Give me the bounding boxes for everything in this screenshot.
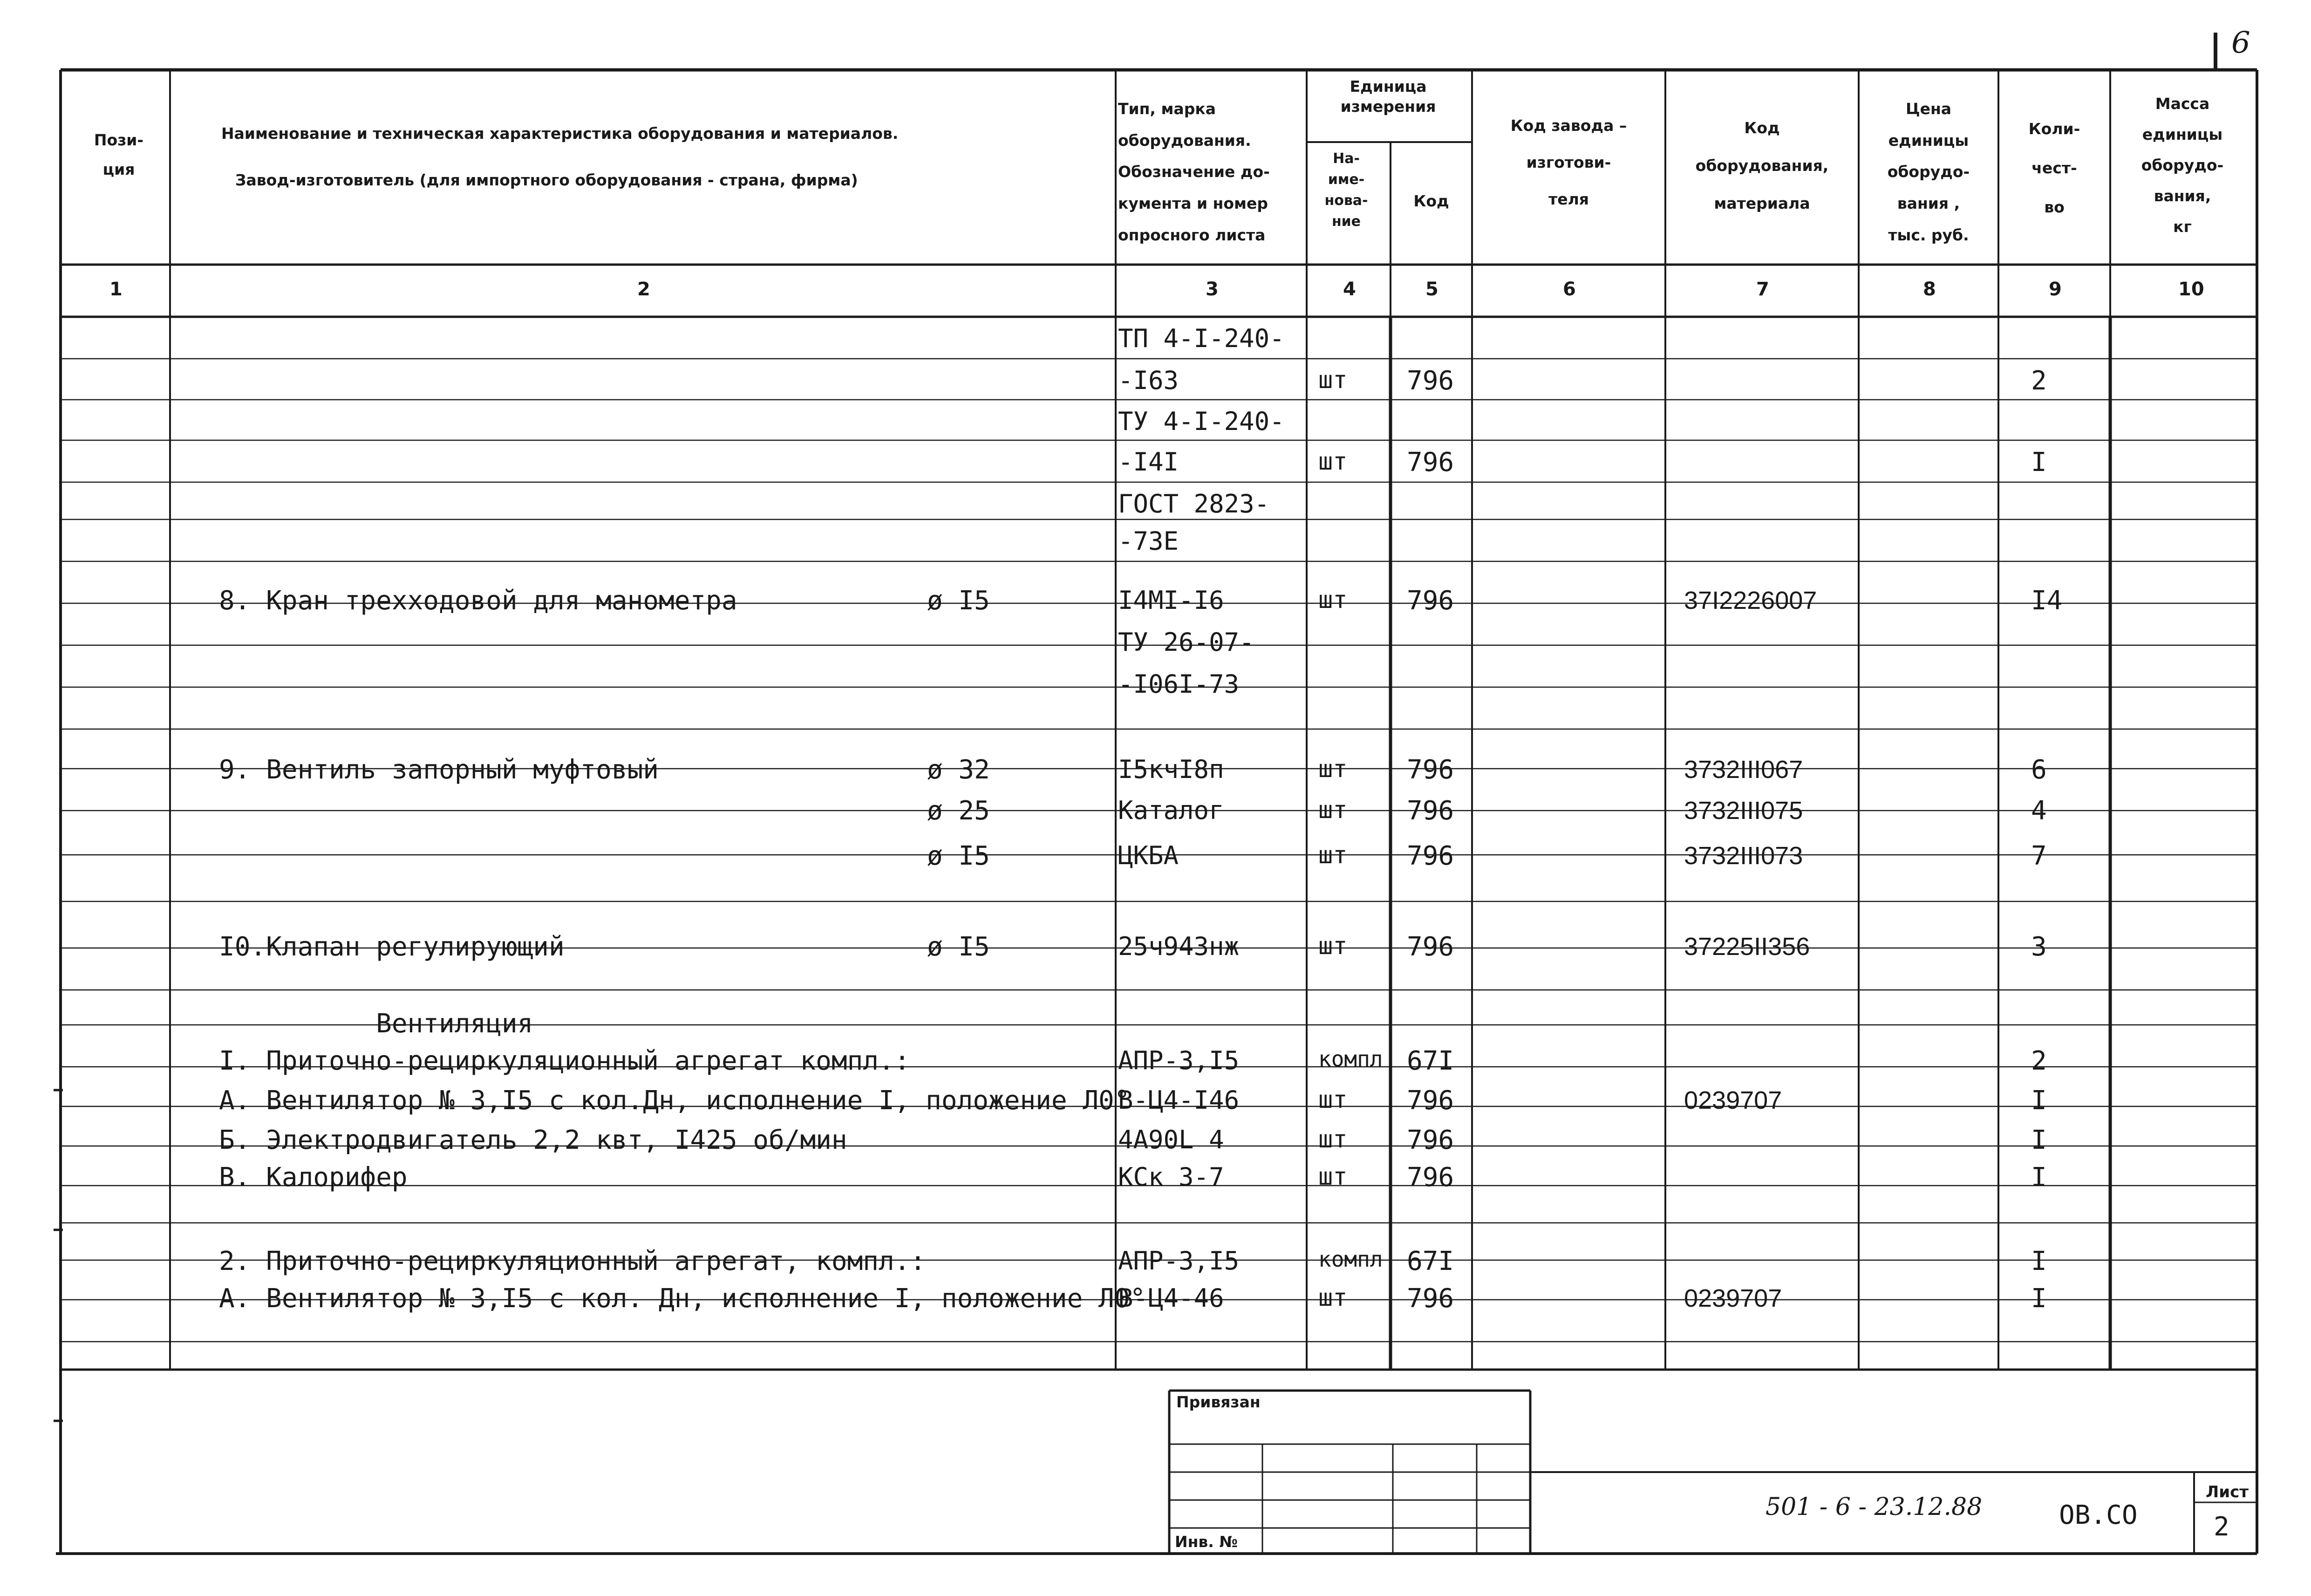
row-unit-code: 796 [1407,586,1454,616]
row-equipment-code: 37225II356 [1684,933,1810,961]
header-unit: Единица измерения [1340,77,1436,116]
header-unit-code: Код [1413,192,1449,210]
row-name: 8. Кран трехходовой для манометра [219,586,737,616]
row-unit-code: 67I [1407,1046,1454,1076]
row-unit-code: 796 [1407,1125,1454,1155]
row-quantity: I4 [2031,586,2063,616]
row-unit: шт [1318,1284,1348,1312]
stamp-doc-number: 501 - 6 - 23.12.88 [1766,1493,1983,1521]
row-name: А. Вентилятор № 3,I5 с кол.Дн, исполнение I, положение Л0° [219,1085,1130,1116]
row-type: КСк 3-7 [1118,1162,1224,1192]
header-equipment-code: Код оборудования, материала [1695,119,1829,212]
column-number-5: 5 [1425,279,1438,300]
row-name: I0.Клапан регулирующий [219,932,565,962]
row-type: -I63 [1118,366,1179,395]
row-quantity: 2 [2031,1046,2047,1076]
row-unit: шт [1318,932,1348,960]
row-type: В-Ц4-I46 [1118,1085,1240,1115]
row-type: В-Ц4-46 [1118,1283,1224,1313]
row-size: ø 32 [927,755,990,785]
row-unit-code: 796 [1407,366,1454,396]
header-name: Наименование и техническая характеристика оборудования и материалов. [221,124,899,143]
header-unit-name: На- име- нова- ние [1324,150,1368,230]
row-unit-code: 796 [1407,447,1454,477]
row-name: А. Вентилятор № 3,I5 с кол. Дн, исполнение I, положение Л0° [219,1283,1146,1314]
row-equipment-code: 3732III067 [1684,756,1803,784]
row-type: 25ч943нж [1118,932,1240,961]
row-quantity: 4 [2031,796,2047,826]
row-unit: шт [1318,366,1348,394]
row-unit-code: 796 [1407,796,1454,826]
column-number-3: 3 [1206,279,1219,300]
row-unit-code: 796 [1407,1162,1454,1193]
row-unit-code: 796 [1407,755,1454,785]
header-manufacturer-code: Код завода – изготови- теля [1510,116,1627,209]
row-quantity: 6 [2031,755,2047,785]
column-number-1: 1 [109,279,123,300]
row-equipment-code: 0239707 [1684,1284,1782,1312]
row-size: ø I5 [927,586,990,616]
row-unit: шт [1318,1125,1348,1153]
row-size: ø I5 [927,932,990,962]
row-type: I5кчI8п [1118,755,1224,784]
column-number-8: 8 [1923,279,1936,300]
column-number-6: 6 [1563,279,1576,300]
row-unit: шт [1318,1163,1348,1191]
row-type: ТП 4-I-240- [1118,324,1285,353]
row-quantity: I [2031,1246,2047,1276]
row-type: Каталог [1118,796,1224,825]
row-unit: шт [1318,755,1348,783]
row-type: АПР-3,I5 [1118,1046,1240,1075]
row-size: ø I5 [927,841,990,871]
row-equipment-code: 3732III073 [1684,842,1803,870]
row-unit: шт [1318,586,1348,614]
row-quantity: 3 [2031,932,2047,962]
row-quantity: I [2031,447,2047,477]
sheet-mark-tick [2214,33,2217,70]
row-size: ø 25 [927,796,990,826]
header-mass: Масса единицы оборудо- вания, кг [2141,95,2224,236]
column-number-2: 2 [637,279,650,300]
row-type: -I06I-73 [1118,669,1240,699]
row-unit: компл [1318,1247,1383,1272]
row-unit-code: 796 [1407,1283,1454,1314]
row-unit-code: 796 [1407,1085,1454,1116]
row-unit-code: 796 [1407,932,1454,962]
header-quantity: Коли- чест- во [2028,120,2080,217]
row-unit: шт [1318,1086,1348,1114]
row-name: 9. Вентиль запорный муфтовый [219,755,659,785]
row-quantity: 7 [2031,841,2047,871]
stamp-inv: Инв. № [1175,1533,1238,1551]
header-type: Тип, марка оборудования. Обозначение до- кумента и номер опросного листа [1118,100,1270,244]
row-equipment-code: 37I2226007 [1684,587,1817,614]
row-name: В. Калорифер [219,1162,408,1193]
row-name: Вентиляция [219,1009,533,1039]
column-number-4: 4 [1343,279,1356,300]
row-type: ЦКБА [1118,841,1179,870]
row-type: ТУ 4-I-240- [1118,407,1285,436]
row-quantity: 2 [2031,366,2047,396]
row-unit: шт [1318,796,1348,824]
row-unit: шт [1318,448,1348,476]
row-quantity: I [2031,1283,2047,1314]
row-name: I. Приточно-рециркуляционный агрегат компл.: [219,1046,910,1076]
column-number-7: 7 [1756,279,1769,300]
stamp-doc-code: ОВ.СО [2059,1500,2138,1530]
header-name-2: Завод-изготовитель (для импортного оборудования - страна, фирма) [235,171,858,189]
row-type: 4А90L 4 [1118,1125,1224,1154]
row-name: 2. Приточно-рециркуляционный агрегат, компл.: [219,1246,926,1276]
row-type: ТУ 26-07- [1118,627,1254,657]
row-quantity: I [2031,1085,2047,1116]
row-equipment-code: 3732III075 [1684,797,1803,825]
row-name: Б. Электродвигатель 2,2 квт, I425 об/мин [219,1125,847,1155]
stamp-privyazan: Привязан [1176,1393,1261,1411]
header-price: Цена единицы оборудо- вания , тыс. руб. [1887,100,1970,244]
column-number-9: 9 [2049,279,2062,300]
header-position: Пози- ция [94,131,144,178]
stamp-sheet-value: 2 [2214,1512,2229,1542]
row-type: ГОСТ 2823- [1118,489,1270,518]
row-unit-code: 796 [1407,841,1454,871]
row-type: -73Е [1118,526,1179,556]
row-type: -I4I [1118,447,1179,477]
row-unit-code: 67I [1407,1246,1454,1276]
column-number-10: 10 [2178,279,2204,300]
row-unit: шт [1318,841,1348,869]
row-type: АПР-3,I5 [1118,1246,1240,1275]
stamp-sheet-label: Лист [2206,1483,2249,1501]
row-quantity: I [2031,1125,2047,1155]
row-unit: компл [1318,1046,1383,1071]
row-type: I4МI-I6 [1118,586,1224,615]
row-quantity: I [2031,1162,2047,1193]
row-equipment-code: 0239707 [1684,1086,1782,1114]
sheet-mark: 6 [2231,26,2250,60]
